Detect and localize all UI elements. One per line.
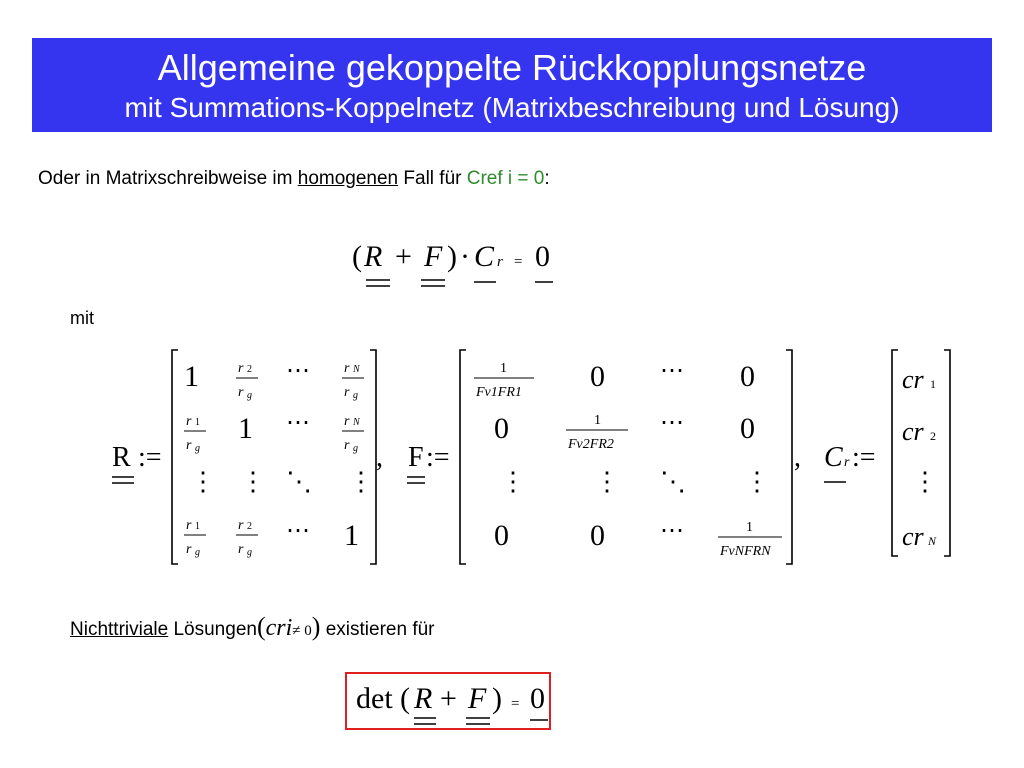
R21-den-sub: g	[195, 443, 200, 454]
intro-suffix: :	[544, 168, 550, 189]
F-assign: :=	[426, 442, 450, 473]
RN2-den-sub: g	[247, 547, 252, 558]
FN3: ⋯	[660, 518, 684, 544]
FNN	[718, 520, 782, 559]
F2N: 0	[740, 412, 755, 445]
R-comma: ,	[376, 442, 383, 473]
cond-variable: cri	[265, 615, 293, 641]
cond-rparen: )	[311, 612, 321, 641]
intro-middle: Fall für	[398, 168, 467, 189]
eq1-C: C	[474, 240, 495, 273]
F23: ⋯	[660, 410, 684, 436]
F22-num: 1	[594, 413, 601, 428]
C3: ⋮	[912, 467, 938, 496]
R2N-den: r	[344, 438, 350, 453]
F22-den: Fv2FR2	[568, 437, 614, 452]
RN1-den: r	[186, 542, 192, 557]
R12-num-sub: 2	[247, 364, 252, 375]
RN1-num: r	[186, 518, 192, 533]
F12: 0	[590, 360, 605, 393]
R-left-bracket	[172, 350, 178, 564]
eq2-equals: =	[511, 696, 520, 712]
intro-underlined: homogenen	[297, 168, 399, 189]
R12-num: r	[238, 361, 244, 376]
F22	[566, 413, 628, 452]
C-sub: r	[844, 455, 850, 470]
eq2-det: det	[356, 682, 393, 715]
R-name: R	[112, 442, 131, 473]
RNN: 1	[344, 519, 359, 552]
R11: 1	[184, 360, 199, 393]
F-left-bracket	[460, 350, 466, 564]
slide-subtitle: mit Summations-Koppelnetz (Matrixbeschreibung und Lösung)	[124, 92, 900, 123]
R1N-den: r	[344, 385, 350, 400]
eq1-zero: 0	[535, 240, 550, 273]
mit-label: mit	[70, 308, 94, 328]
nontrivial-text: Lösungen	[168, 619, 257, 640]
eq2-lparen: (	[400, 682, 410, 715]
RN1-den-sub: g	[195, 547, 200, 558]
R2N	[342, 414, 364, 454]
R21	[184, 414, 206, 454]
CN: cr	[902, 522, 924, 551]
R22: 1	[238, 412, 253, 445]
R32: ⋮	[240, 467, 266, 496]
RN1	[184, 518, 206, 558]
C2-sub: 2	[930, 429, 936, 443]
F33: ⋱	[660, 467, 686, 496]
slide-title: Allgemeine gekoppelte Rückkopplungsnetze	[157, 47, 867, 88]
eq2-rparen: )	[492, 682, 502, 715]
R2N-den-sub: g	[353, 443, 358, 454]
intro-condition: Cref i = 0	[466, 168, 545, 189]
F11-den: Fv1FR1	[476, 385, 522, 400]
F-right-bracket	[786, 350, 792, 564]
F11-num: 1	[500, 361, 507, 376]
eq1-equals: =	[514, 254, 523, 270]
eq1-C-sub: r	[497, 254, 503, 270]
RN2	[236, 518, 258, 558]
cond-not-equal: ≠ 0	[292, 623, 312, 639]
R1N	[342, 361, 364, 401]
F-name: F	[408, 442, 424, 473]
FNN-num: 1	[746, 520, 753, 535]
intro-prefix: Oder in Matrixschreibweise im	[38, 168, 298, 189]
RN1-num-sub: 1	[195, 521, 200, 532]
R12	[236, 361, 258, 401]
eq1-F: F	[424, 240, 443, 273]
RN3: ⋯	[286, 518, 310, 544]
R21-den: r	[186, 438, 192, 453]
cond-lparen: (	[256, 612, 266, 641]
F31: ⋮	[500, 467, 526, 496]
F1N: 0	[740, 360, 755, 393]
R1N-den-sub: g	[353, 390, 358, 401]
F13: ⋯	[660, 358, 684, 384]
nontrivial-after: existieren für	[320, 619, 435, 640]
RN2-num-sub: 2	[247, 521, 252, 532]
eq1-dot: ·	[460, 240, 470, 273]
matrix-F	[407, 350, 801, 564]
eq2-R: R	[414, 682, 433, 715]
C-assign: :=	[852, 442, 876, 473]
nontrivial-underlined: Nichttriviale	[70, 619, 169, 640]
R23: ⋯	[286, 410, 310, 436]
C2: cr	[902, 417, 924, 446]
RN2-den: r	[238, 542, 244, 557]
equation-2	[356, 682, 548, 724]
eq2-F: F	[468, 682, 487, 715]
RN2-num: r	[238, 518, 244, 533]
equation-1	[352, 240, 553, 286]
CN-sub: N	[928, 534, 937, 548]
eq1-rparen: )	[447, 240, 457, 273]
vector-C	[824, 350, 950, 556]
R21-num: r	[186, 414, 192, 429]
R-assign: :=	[138, 442, 162, 473]
FNN-den: FvNFRN	[720, 544, 771, 559]
F21: 0	[494, 412, 509, 445]
R31: ⋮	[190, 467, 216, 496]
eq1-R: R	[364, 240, 383, 273]
R2N-num-sub: N	[353, 417, 360, 428]
C-right-bracket	[944, 350, 950, 556]
FN2: 0	[590, 519, 605, 552]
eq2-zero: 0	[530, 682, 545, 715]
F3N: ⋮	[744, 467, 770, 496]
C1-sub: 1	[930, 377, 936, 391]
R21-num-sub: 1	[195, 417, 200, 428]
matrix-R	[112, 350, 383, 564]
R12-den: r	[238, 385, 244, 400]
R1N-num: r	[344, 361, 350, 376]
R2N-num: r	[344, 414, 350, 429]
eq2-plus: +	[440, 682, 457, 715]
R12-den-sub: g	[247, 390, 252, 401]
R33: ⋱	[286, 467, 312, 496]
C1: cr	[902, 365, 924, 394]
F32: ⋮	[594, 467, 620, 496]
C-name: C	[824, 442, 843, 473]
eq1-lparen: (	[352, 240, 362, 273]
C-left-bracket	[892, 350, 898, 556]
R1N-num-sub: N	[353, 364, 360, 375]
R3N: ⋮	[348, 467, 374, 496]
F-comma: ,	[794, 442, 801, 473]
R13: ⋯	[286, 358, 310, 384]
F11	[474, 361, 534, 400]
eq1-plus: +	[395, 240, 412, 273]
FN1: 0	[494, 519, 509, 552]
